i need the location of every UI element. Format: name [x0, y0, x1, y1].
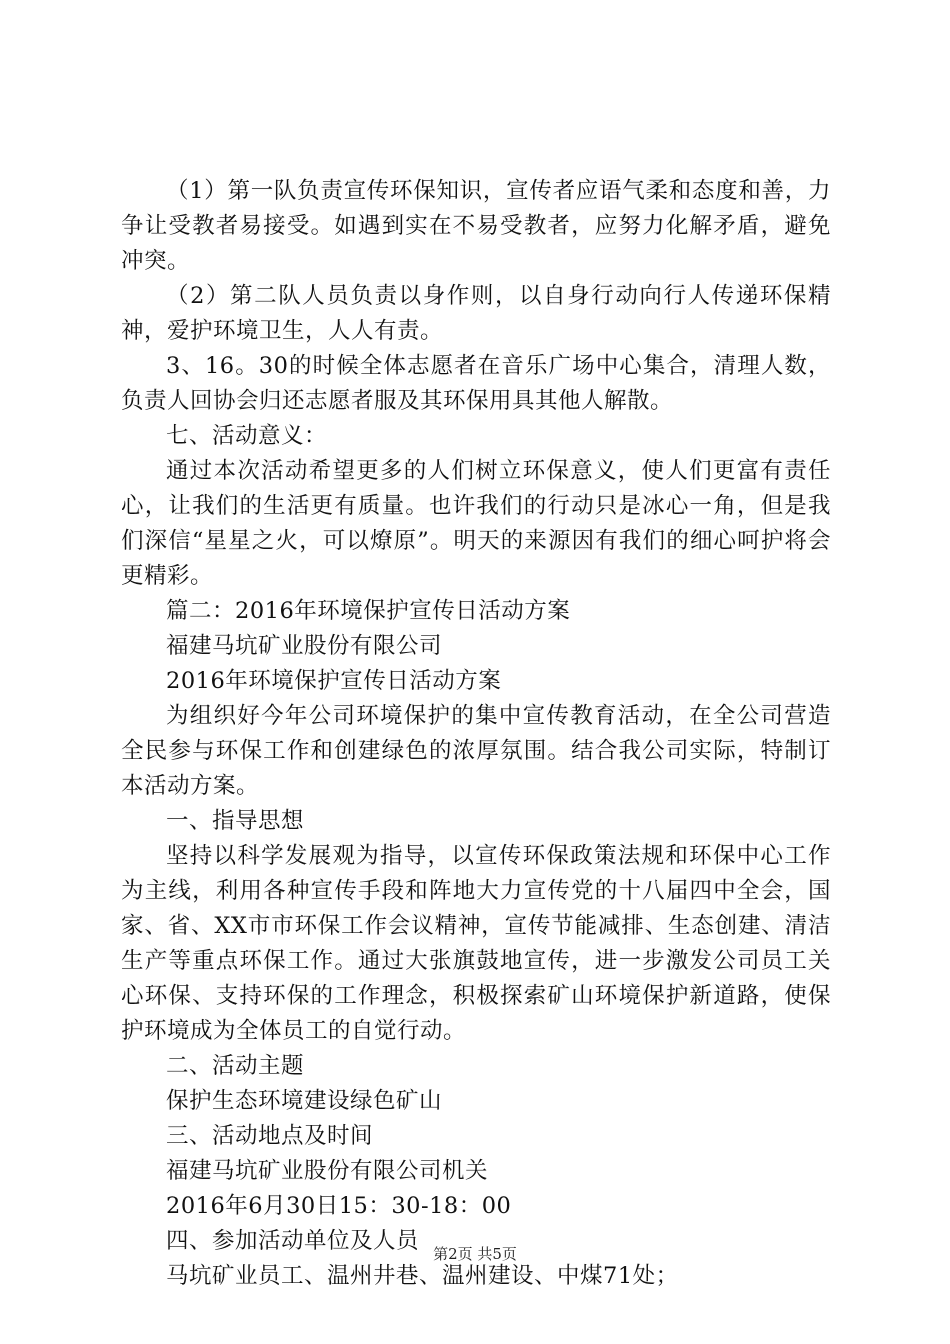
heading-activity-significance: 七、活动意义： — [166, 423, 328, 449]
heading-location-time: 三、活动地点及时间 — [166, 1123, 374, 1149]
paragraph-gathering: 3、16。30的时候全体志愿者在音乐广场中心集合，清理人数，负责人回协会归还志愿者服及其环保用具其他人解散。 — [121, 353, 831, 414]
activity-time: 2016年6月30日15：30-18：00 — [166, 1193, 512, 1219]
activity-theme: 保护生态环境建设绿色矿山 — [166, 1088, 443, 1114]
paragraph-significance: 通过本次活动希望更多的人们树立环保意义，使人们更富有责任心，让我们的生活更有质量。也许我们的行动只是冰心一角，但是我们深信“星星之火，可以燎原”。明天的来源因有我们的细心呵护将会更精彩。 — [121, 458, 831, 589]
heading-activity-theme: 二、活动主题 — [166, 1053, 305, 1079]
paragraph-intro: 为组织好今年公司环境保护的集中宣传教育活动，在全公司营造全民参与环保工作和创建绿色的浓厚氛围。结合我公司实际，特制订本活动方案。 — [121, 703, 831, 799]
document-body — [121, 174, 831, 1294]
activity-location: 福建马坑矿业股份有限公司机关 — [166, 1158, 489, 1184]
paragraph-team-one: （1）第一队负责宣传环保知识，宣传者应语气柔和态度和善，力争让受教者易接受。如遇到实在不易受教者，应努力化解矛盾，避免冲突。 — [121, 178, 831, 274]
heading-guiding-ideology: 一、指导思想 — [166, 808, 305, 834]
participants-list: 马坑矿业员工、温州井巷、温州建设、中煤71处； — [166, 1263, 679, 1289]
company-name: 福建马坑矿业股份有限公司 — [166, 633, 443, 659]
heading-part-two: 篇二：2016年环境保护宣传日活动方案 — [166, 598, 571, 624]
paragraph-guiding-ideology: 坚持以科学发展观为指导，以宣传环保政策法规和环保中心工作为主线，利用各种宣传手段和阵地大力宣传党的十八届四中全会，国家、省、XX市市环保工作会议精神，宣传节能减排、生态创建、清洁生产等重点环保工作。通过大张旗鼓地宣传，进一步激发公司员工关心环保、支持环保的工作理念，积极探索矿山环境保护新道路，使保护环境成为全体员工的自觉行动。 — [121, 843, 831, 1044]
heading-participants: 四、参加活动单位及人员 — [166, 1228, 420, 1254]
page-footer: 第2页 共5页 — [433, 1245, 517, 1263]
plan-title: 2016年环境保护宣传日活动方案 — [166, 668, 502, 694]
paragraph-team-two: （2）第二队人员负责以身作则，以自身行动向行人传递环保精神，爱护环境卫生，人人有责。 — [121, 283, 831, 344]
